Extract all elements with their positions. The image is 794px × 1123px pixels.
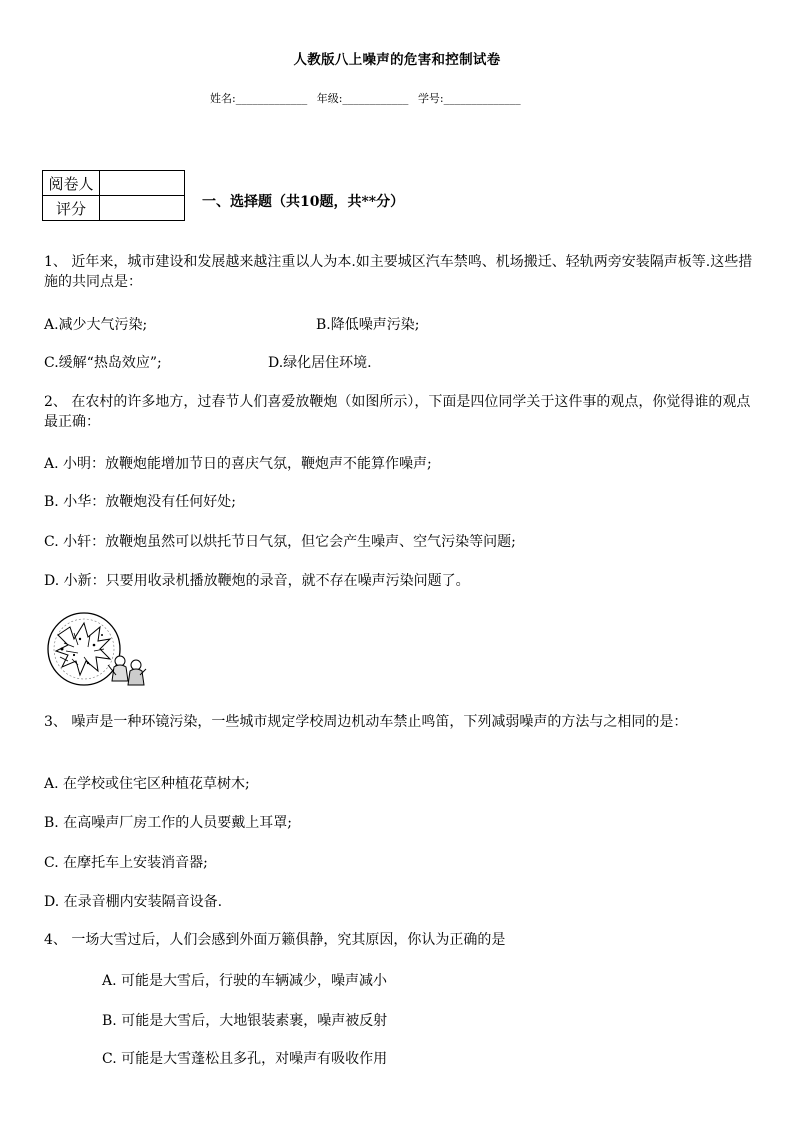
question-3-option-d: D. 在录音棚内安装隔音设备. [44,894,223,910]
question-4-option-a: A. 可能是大雪后，行驶的车辆减少，噪声减小 [102,973,388,989]
exam-title: 人教版八上噪声的危害和控制试卷 [293,52,501,68]
reviewer-label: 阅卷人 [43,171,100,196]
grade-field: 年级:____________ [316,92,409,105]
question-1-option-d: D.绿化居住环境. [268,355,372,371]
question-3-stem: 3、 噪声是一种环镜污染，一些城市规定学校周边机动车禁止鸣笛，下列减弱噪声的方法与之相同的是： [44,714,688,730]
name-field: 姓名:_____________ [210,92,308,105]
score-blank [100,196,185,221]
question-2-stem: 2、 在农村的许多地方，过春节人们喜爱放鞭炮（如图所示），下面是四位同学关于这件事的观点，你觉得谁的观点最正确： [44,394,751,430]
question-2-option-d: D. 小新：只要用收录机播放鞭炮的录音，就不存在噪声污染问题了。 [44,573,470,589]
question-3-option-c: C. 在摩托车上安装消音器; [44,855,208,871]
student-id-field: 学号:______________ [417,92,521,105]
firecracker-illustration [44,605,150,693]
question-4-option-b: B. 可能是大雪后，大地银装素裹，噪声被反射 [102,1013,388,1029]
question-2-option-b: B. 小华：放鞭炮没有任何好处; [44,494,236,510]
question-4-option-c: C. 可能是大雪蓬松且多孔，对噪声有吸收作用 [102,1051,388,1067]
question-2-option-a: A. 小明：放鞭炮能增加节日的喜庆气氛，鞭炮声不能算作噪声; [44,456,432,472]
question-3-option-b: B. 在高噪声厂房工作的人员要戴上耳罩; [44,815,292,831]
question-1-stem: 1、 近年来，城市建设和发展越来越注重以人为本.如主要城区汽车禁鸣、机场搬迁、轻轨两旁安装隔声板等.这些措施的共同点是： [44,254,753,290]
question-1-option-b: B.降低噪声污染; [316,317,420,333]
question-1-option-c: C.缓解“热岛效应”; [44,355,162,371]
student-info-line [210,90,527,106]
question-4-stem: 4、 一场大雪过后，人们会感到外面万籁俱静，究其原因，你认为正确的是 [44,932,506,948]
question-3-option-a: A. 在学校或住宅区种植花草树木; [44,776,250,792]
section-title: 一、选择题（共10题，共**分） [202,194,405,210]
question-2-option-c: C. 小轩：放鞭炮虽然可以烘托节日气氛，但它会产生噪声、空气污染等问题; [44,534,516,550]
grader-box [42,170,185,221]
reviewer-blank [100,171,185,196]
score-label: 评分 [43,196,100,221]
question-1-option-a: A.减少大气污染; [44,317,148,333]
